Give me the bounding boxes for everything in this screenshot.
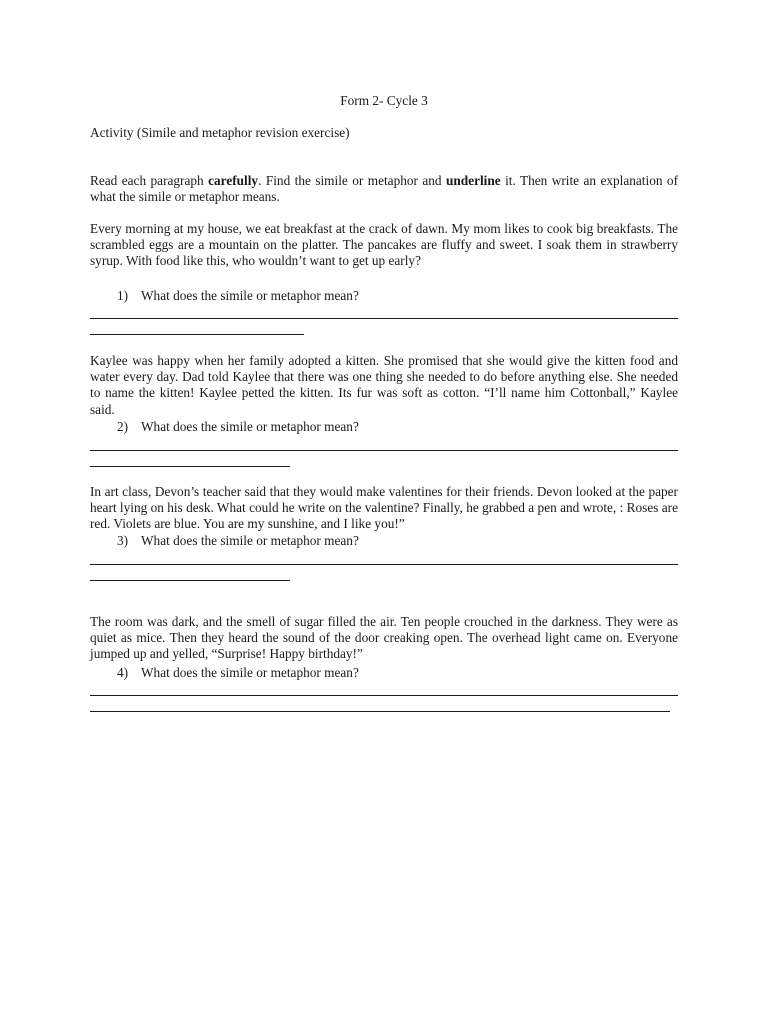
activity-heading: Activity (Simile and metaphor revision exercise) [90, 125, 350, 140]
question-1-text: What does the simile or metaphor mean? [141, 288, 359, 303]
paragraph-2: Kaylee was happy when her family adopted a kitten. She promised that she would give the kitten food and water every day. Dad told Kaylee that there was one thing she needed to do before anything else. She needed to name the kitten! Kaylee petted the kitten. Its fur was soft as cotton. “I’ll name him Cottonball,” Kaylee said. [90, 353, 678, 417]
answer-line-1a[interactable] [90, 318, 678, 319]
question-2 [117, 419, 359, 435]
question-2-text: What does the simile or metaphor mean? [141, 419, 359, 434]
question-4-text: What does the simile or metaphor mean? [141, 665, 359, 680]
instructions [90, 173, 678, 205]
paragraph-3: In art class, Devon’s teacher said that they would make valentines for their friends. Devon looked at the paper heart lying on his desk. What could he write on the valentine? Finally, he grabbed a pen and wrote, : Roses are red. Violets are blue. You are my sunshine, and I like you!” [90, 484, 678, 532]
question-3 [117, 533, 359, 549]
answer-line-3a[interactable] [90, 564, 678, 565]
answer-line-3b[interactable] [90, 580, 290, 581]
question-1-number: 1) [117, 288, 129, 303]
question-3-number: 3) [117, 533, 129, 548]
question-3-text: What does the simile or metaphor mean? [141, 533, 359, 548]
instructions-text-2: . Find the simile or metaphor and [258, 173, 446, 188]
page-title: Form 2- Cycle 3 [340, 93, 428, 108]
answer-line-2b[interactable] [90, 466, 290, 467]
paragraph-4: The room was dark, and the smell of sugar filled the air. Ten people crouched in the darkness. They were as quiet as mice. Then they heard the sound of the door creaking open. The overhead light came on. Everyone jumped up and yelled, “Surprise! Happy birthday!” [90, 614, 678, 662]
question-2-number: 2) [117, 419, 129, 434]
answer-line-4a[interactable] [90, 695, 678, 696]
answer-line-2a[interactable] [90, 450, 678, 451]
paragraph-1: Every morning at my house, we eat breakfast at the crack of dawn. My mom likes to cook big breakfasts. The scrambled eggs are a mountain on the platter. The pancakes are fluffy and sweet. I soak them in strawberry syrup. With food like this, who wouldn’t want to get up early? [90, 221, 678, 269]
instructions-bold-carefully: carefully [208, 173, 259, 188]
question-4-number: 4) [117, 665, 129, 680]
instructions-text-3: it. Then write an explanation of what the simile or metaphor means. [90, 173, 678, 205]
answer-line-4b[interactable] [90, 711, 670, 712]
question-1 [117, 288, 359, 304]
question-4 [117, 665, 359, 681]
instructions-bold-underline: underline [446, 173, 501, 188]
instructions-text-1: Read each paragraph [90, 173, 209, 188]
answer-line-1b[interactable] [90, 334, 304, 335]
